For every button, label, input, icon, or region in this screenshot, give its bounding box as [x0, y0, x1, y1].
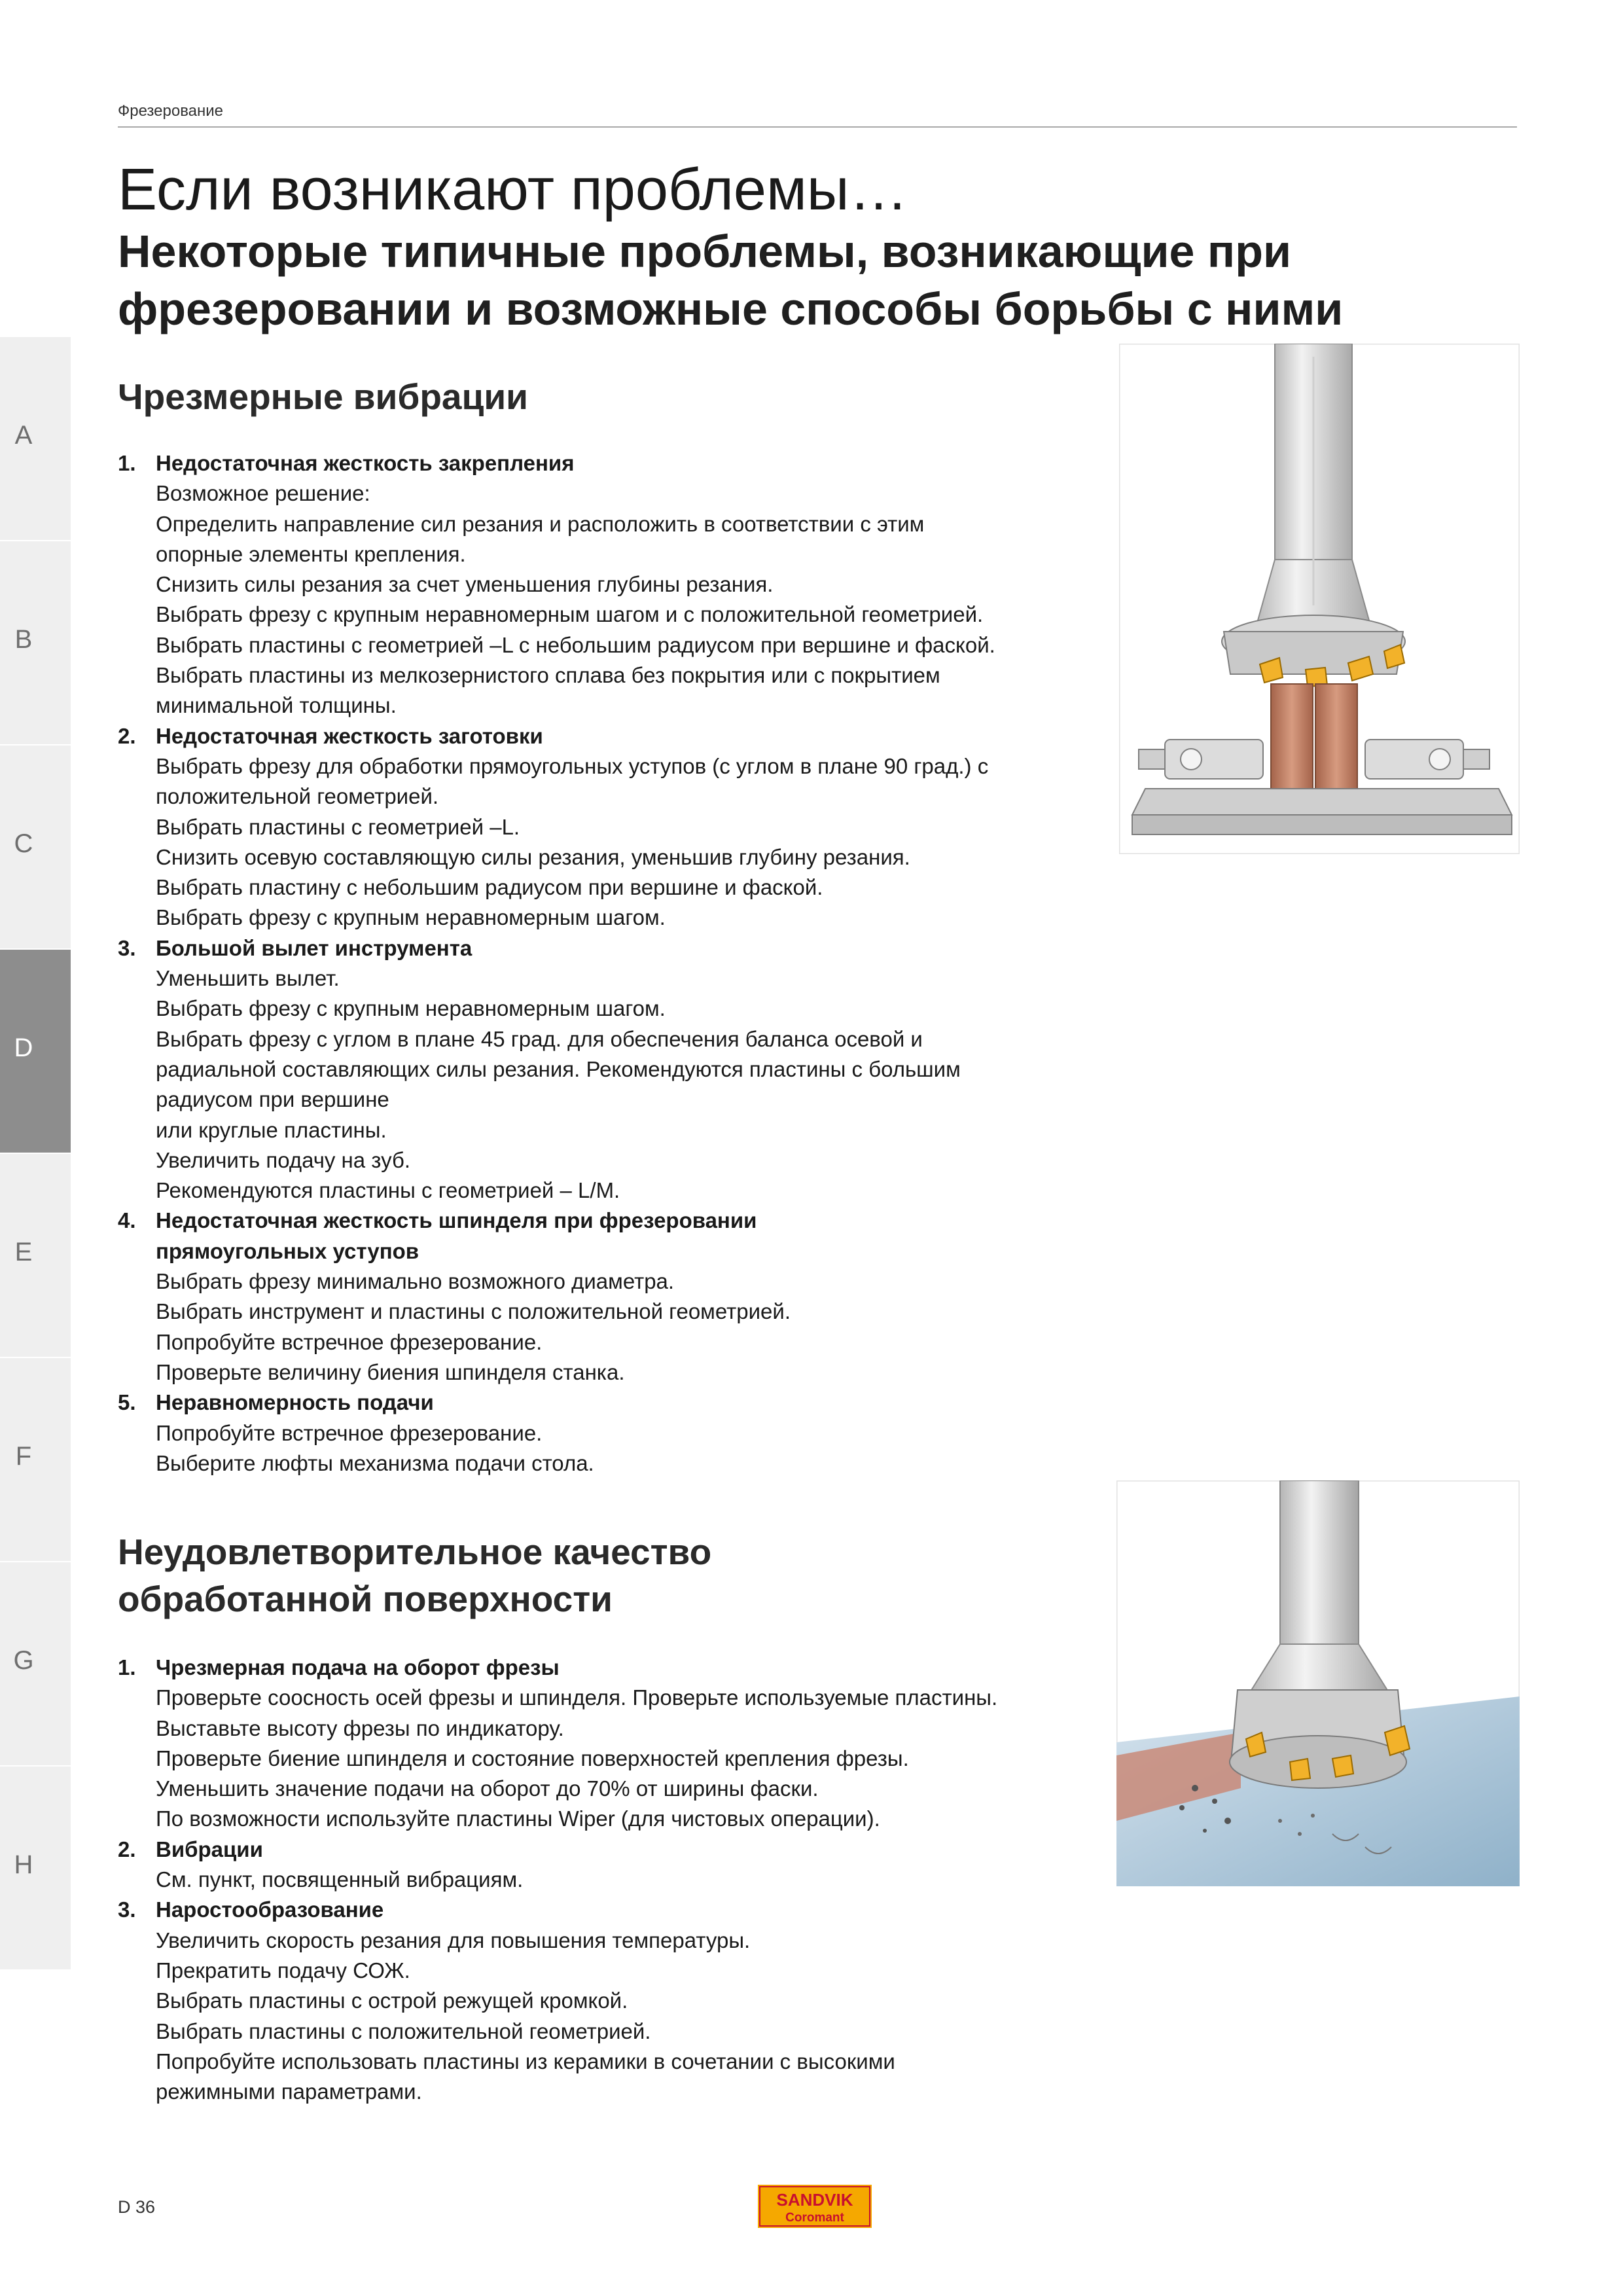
solution-line: Снизить осевую составляющую силы резания, уменьшив глубину резания. — [156, 844, 910, 869]
item-title: Наростообразование — [156, 1897, 384, 1922]
chapter-tab-b[interactable] — [0, 541, 71, 744]
solution-line: минимальной толщины. — [156, 693, 397, 718]
solution-line: радиальной составляющих силы резания. Рекомендуются пластины с большим — [156, 1056, 961, 1081]
solution-line: Выбрать фрезу с крупным неравномерным шагом. — [156, 996, 666, 1021]
solution-line: Выбрать пластины с положительной геометрией. — [156, 2018, 651, 2043]
solution-line: Прекратить подачу СОЖ. — [156, 1958, 410, 1982]
solution-line: опорные элементы крепления. — [156, 541, 466, 566]
solution-line: См. пункт, посвященный вибрациям. — [156, 1867, 524, 1892]
solution-line: Выбрать инструмент и пластины с положительной геометрией. — [156, 1299, 791, 1324]
subtitle-line: фрезеровании и возможные способы борьбы с ними — [118, 283, 1344, 334]
section-title-surface-quality — [118, 1528, 711, 1623]
solution-line: или круглые пластины. — [156, 1117, 387, 1142]
item-number: 1. — [118, 1655, 136, 1679]
item-title: Неравномерность подачи — [156, 1390, 434, 1415]
problem-item — [118, 448, 995, 721]
problem-item — [118, 1895, 997, 2107]
chapter-tab-letter: A — [14, 421, 33, 450]
solution-line: положительной геометрией. — [156, 784, 439, 809]
chapter-tab-a[interactable] — [0, 337, 71, 540]
chapter-tab-letter: D — [14, 1033, 33, 1062]
page-title: Если возникают проблемы… — [118, 157, 908, 223]
chapter-tab-letter: E — [14, 1238, 33, 1266]
solution-line: Определить направление сил резания и расположить в соответствии с этим — [156, 511, 925, 536]
solution-line: Проверьте соосность осей фрезы и шпинделя. Проверьте используемые пластины. — [156, 1685, 998, 1710]
solution-line: радиусом при вершине — [156, 1087, 389, 1112]
problem-item — [118, 1388, 995, 1479]
surface-cutter-illustration — [1116, 1480, 1520, 1886]
header-section-label: Фрезерование — [118, 102, 224, 120]
solution-line: Возможное решение: — [156, 481, 370, 506]
item-title: прямоугольных уступов — [156, 1238, 419, 1263]
solution-line: Выбрать фрезу с крупным неравномерным шагом. — [156, 905, 666, 930]
solution-line: По возможности используйте пластины Wiper (для чистовых операции). — [156, 1806, 880, 1831]
chapter-tab-f[interactable] — [0, 1358, 71, 1561]
item-number: 5. — [118, 1390, 136, 1415]
problem-item — [118, 1206, 995, 1388]
item-title: Недостаточная жесткость закрепления — [156, 451, 575, 475]
vibrations-problem-list — [118, 448, 995, 1479]
chapter-tab-letter: B — [14, 625, 33, 654]
chapter-tab-letter: F — [15, 1442, 32, 1471]
solution-line: Снизить силы резания за счет уменьшения глубины резания. — [156, 572, 774, 597]
section-title-vibrations: Чрезмерные вибрации — [118, 376, 528, 417]
solution-line: режимными параметрами. — [156, 2079, 422, 2104]
solution-line: Выбрать пластины с геометрией –L. — [156, 814, 520, 839]
chapter-tab-c[interactable] — [0, 745, 71, 948]
item-title: Большой вылет инструмента — [156, 935, 473, 960]
section-title-line: Неудовлетворительное качество — [118, 1532, 712, 1572]
surface-problem-list — [118, 1653, 997, 2107]
solution-line: Выбрать фрезу с углом в плане 45 град. для обеспечения баланса осевой и — [156, 1026, 923, 1051]
solution-line: Уменьшить значение подачи на оборот до 70% от ширины фаски. — [156, 1776, 819, 1801]
header-rule — [118, 126, 1517, 128]
item-number: 3. — [118, 1897, 136, 1922]
logo-sub: Coromant — [785, 2211, 844, 2225]
logo-brand: SANDVIK — [776, 2190, 853, 2210]
item-number: 2. — [118, 723, 136, 748]
solution-line: Выберите люфты механизма подачи стола. — [156, 1450, 594, 1475]
solution-line: Проверьте величину биения шпинделя станка. — [156, 1359, 625, 1384]
solution-line: Выбрать фрезу для обработки прямоугольных уступов (с углом в плане 90 град.) с — [156, 753, 989, 778]
solution-line: Выбрать пластины с геометрией –L с небольшим радиусом при вершине и фаской. — [156, 632, 995, 657]
problem-item — [118, 933, 995, 1206]
solution-line: Увеличить скорость резания для повышения температуры. — [156, 1928, 751, 1952]
item-title: Недостаточная жесткость заготовки — [156, 723, 543, 748]
problem-item — [118, 1653, 997, 1835]
item-title: Недостаточная жесткость шпинделя при фрезеровании — [156, 1208, 757, 1233]
sandvik-coromant-logo — [758, 2185, 872, 2228]
chapter-tab-h[interactable] — [0, 1767, 71, 1969]
solution-line: Проверьте биение шпинделя и состояние поверхностей крепления фрезы. — [156, 1746, 909, 1770]
item-title: Вибрации — [156, 1837, 263, 1861]
chapter-tab-d[interactable] — [0, 950, 71, 1153]
page-number: D 36 — [118, 2197, 156, 2217]
solution-line: Выбрать пластины из мелкозернистого сплава без покрытия или с покрытием — [156, 663, 940, 688]
item-number: 1. — [118, 451, 136, 475]
item-title: Чрезмерная подача на оборот фрезы — [156, 1655, 560, 1679]
vibration-cutter-illustration — [1119, 344, 1520, 854]
solution-line: Попробуйте встречное фрезерование. — [156, 1420, 543, 1445]
solution-line: Увеличить подачу на зуб. — [156, 1147, 411, 1172]
item-number: 2. — [118, 1837, 136, 1861]
solution-line: Попробуйте встречное фрезерование. — [156, 1329, 543, 1354]
problem-item — [118, 1835, 997, 1895]
chapter-tab-letter: G — [13, 1646, 34, 1675]
solution-line: Выставьте высоту фрезы по индикатору. — [156, 1715, 564, 1740]
solution-line: Выбрать пластины с острой режущей кромкой. — [156, 1988, 628, 2013]
chapter-tab-g[interactable] — [0, 1562, 71, 1765]
insert-icon — [1332, 1755, 1353, 1777]
problem-item — [118, 721, 995, 933]
insert-icon — [1290, 1759, 1310, 1780]
solution-line: Выбрать фрезу минимально возможного диаметра. — [156, 1269, 675, 1294]
solution-line: Попробуйте использовать пластины из керамики в сочетании с высокими — [156, 2049, 895, 2073]
section-title-line: обработанной поверхности — [118, 1579, 613, 1619]
chapter-tab-e[interactable] — [0, 1154, 71, 1357]
item-number: 3. — [118, 935, 136, 960]
solution-line: Выбрать фрезу с крупным неравномерным шагом и с положительной геометрией. — [156, 602, 984, 627]
chapter-tab-letter: C — [14, 829, 33, 858]
subtitle-line: Некоторые типичные проблемы, возникающие при — [118, 226, 1291, 277]
chapter-tabs — [0, 337, 71, 1971]
solution-line: Выбрать пластину с небольшим радиусом при вершине и фаской. — [156, 875, 823, 900]
solution-line: Рекомендуются пластины с геометрией – L/M. — [156, 1178, 620, 1203]
chapter-tab-letter: H — [14, 1850, 33, 1879]
solution-line: Уменьшить вылет. — [156, 966, 340, 991]
page-subtitle — [118, 223, 1343, 338]
item-number: 4. — [118, 1208, 136, 1233]
